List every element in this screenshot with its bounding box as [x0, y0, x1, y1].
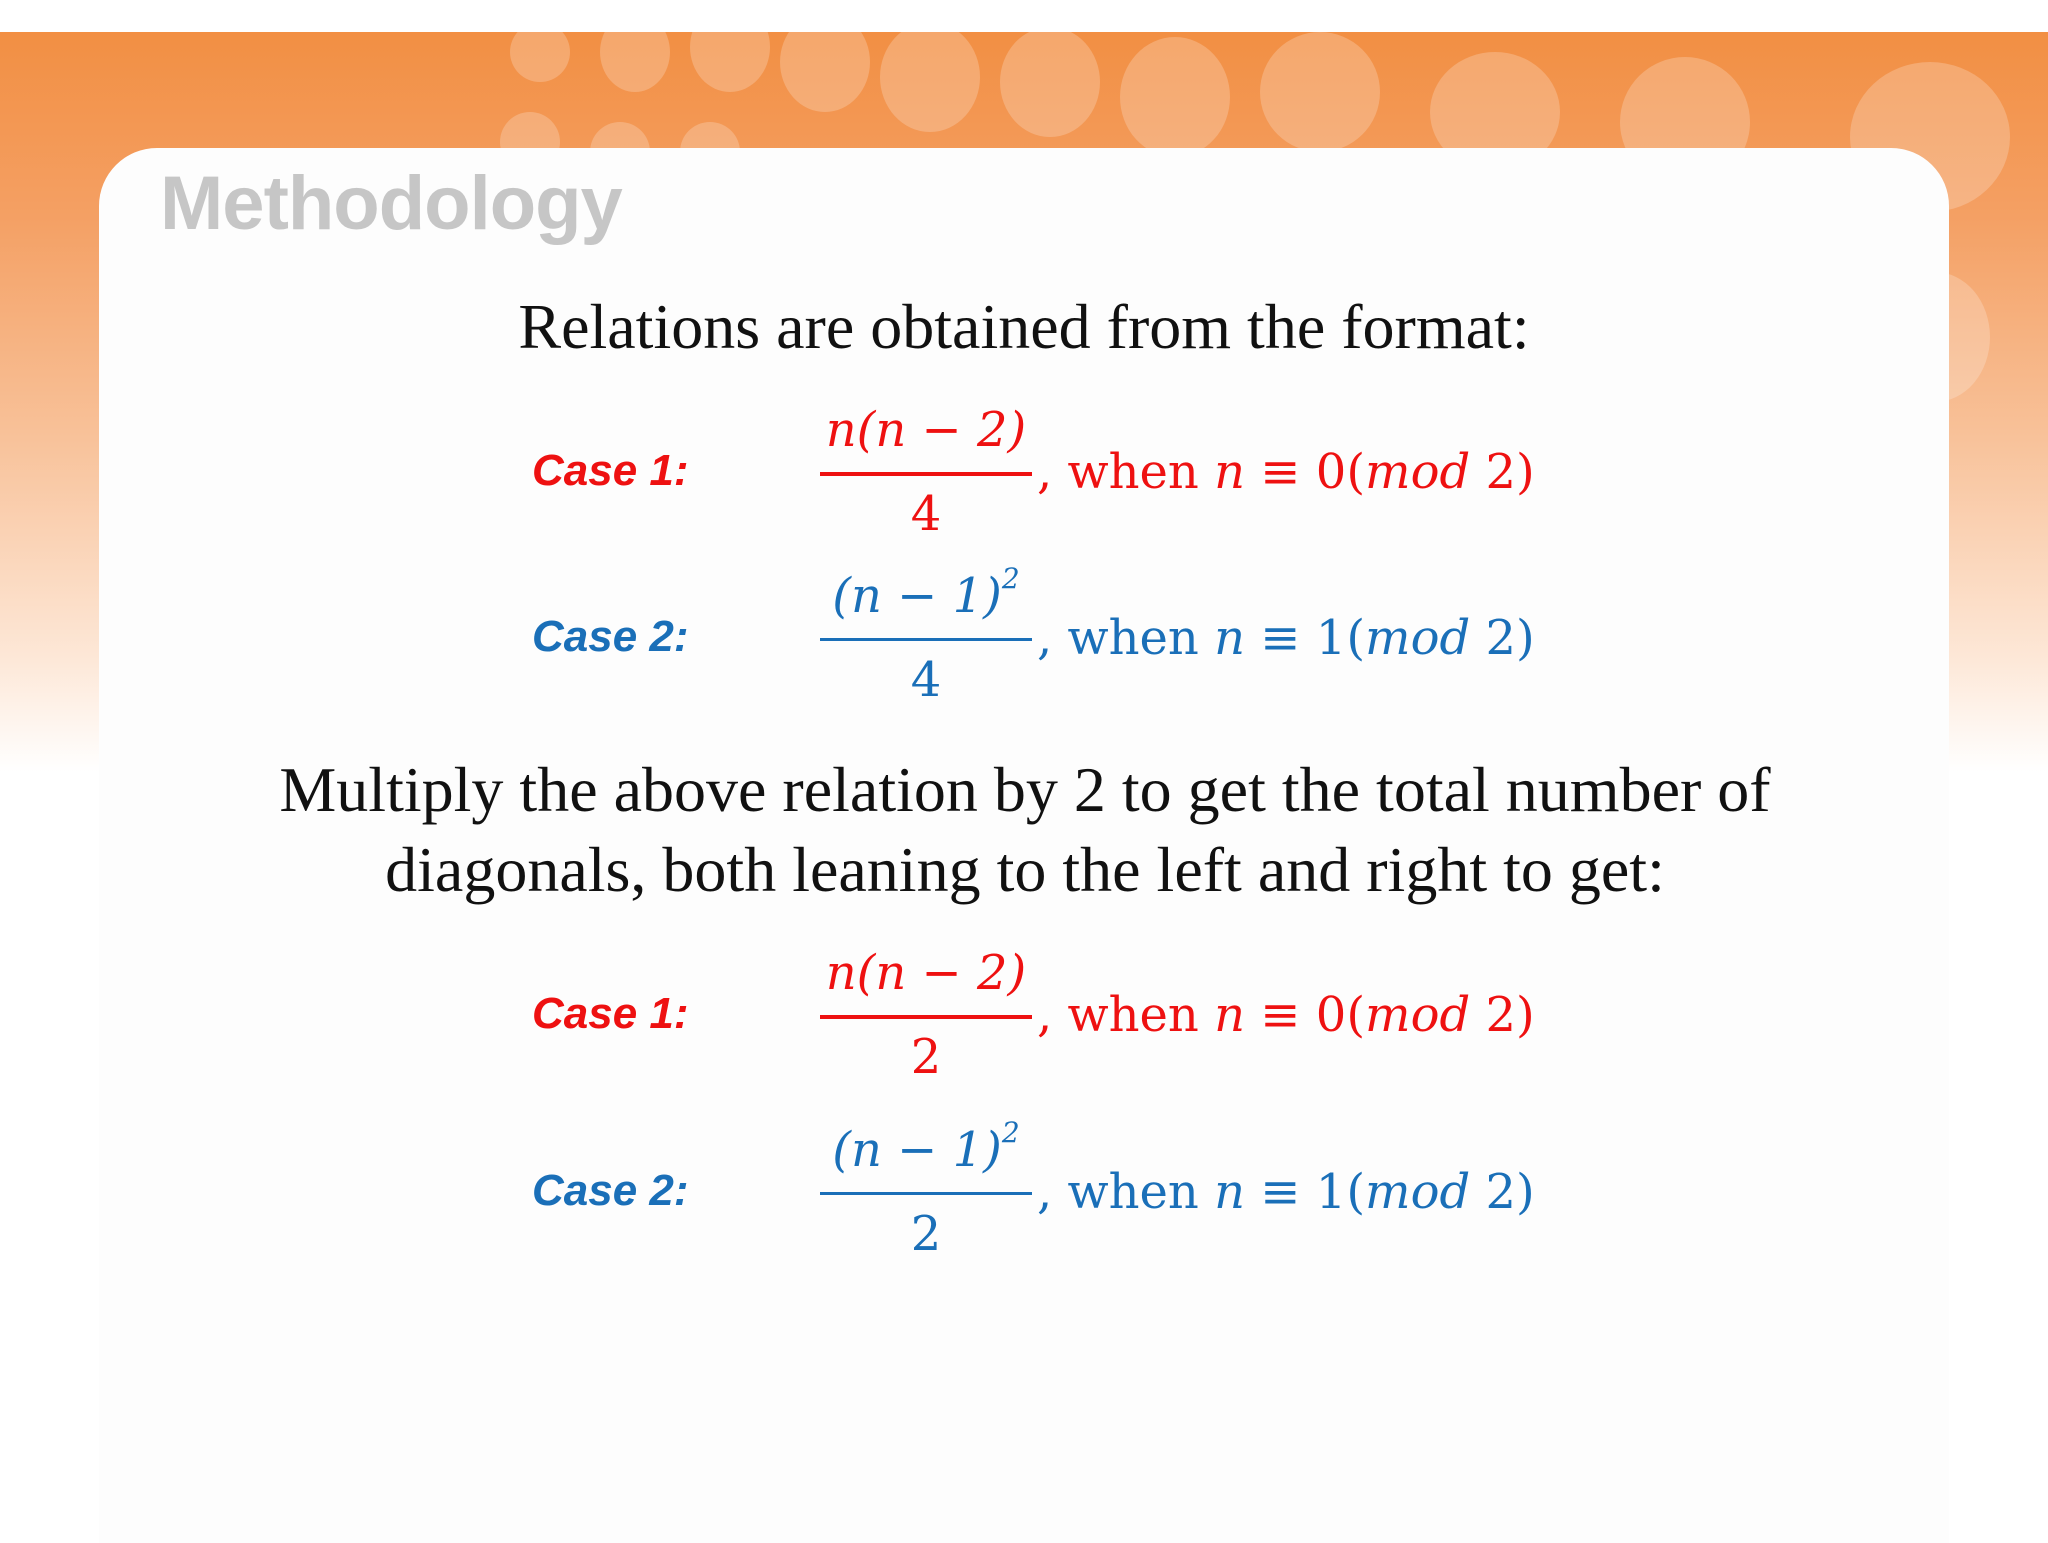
fraction-numerator: n(n − 2) — [825, 402, 1027, 458]
fraction-bar — [820, 638, 1032, 641]
variable-n: n — [1214, 610, 1246, 666]
numerator-base: (n − 1) — [832, 568, 1002, 624]
fraction-bar — [820, 1015, 1032, 1019]
fraction-bar — [820, 1192, 1032, 1195]
fraction-numerator — [815, 562, 1037, 624]
case-1-label: Case 1: — [532, 989, 689, 1038]
fraction-numerator — [815, 1116, 1037, 1178]
mod-text: mod — [1365, 1164, 1471, 1220]
fraction-numerator: n(n − 2) — [825, 945, 1027, 1001]
fraction-bar — [820, 472, 1032, 476]
fraction-denominator: 4 — [910, 486, 942, 542]
bubble-decoration — [1000, 32, 1100, 137]
case-2-label: Case 2: — [532, 612, 689, 661]
case-2-formula — [815, 562, 1575, 718]
modulus-text: 2) — [1470, 987, 1535, 1043]
top-strip — [0, 0, 2048, 32]
when-text: , when — [1037, 444, 1199, 500]
slide-title: Methodology — [160, 161, 622, 246]
mod-text: mod — [1365, 444, 1471, 500]
condition-text — [1037, 610, 1535, 666]
numerator-base: (n − 1) — [832, 1122, 1002, 1178]
fraction-denominator: 2 — [910, 1206, 942, 1262]
fraction-denominator: 4 — [910, 652, 942, 708]
mod-text: mod — [1365, 610, 1471, 666]
congruence-text: ≡ 1( — [1260, 610, 1366, 666]
bubble-decoration — [690, 32, 770, 92]
when-text: , when — [1037, 1164, 1199, 1220]
case-2-label: Case 2: — [532, 1166, 689, 1215]
bubble-decoration — [1260, 32, 1380, 152]
explanation-paragraph: Multiply the above relation by 2 to get the total number of diagonals, both leaning to the left and right to get: — [279, 754, 1771, 905]
when-text: , when — [1037, 610, 1199, 666]
condition-text — [1037, 987, 1535, 1043]
case-1-formula — [815, 945, 1575, 1095]
condition-text — [1037, 1164, 1535, 1220]
mod-text: mod — [1365, 987, 1471, 1043]
condition-text — [1037, 444, 1535, 500]
when-text: , when — [1037, 987, 1199, 1043]
numerator-exponent: 2 — [1001, 1116, 1020, 1149]
case-1-formula — [815, 402, 1575, 552]
congruence-text: ≡ 1( — [1260, 1164, 1366, 1220]
bubble-decoration — [600, 32, 670, 92]
modulus-text: 2) — [1470, 1164, 1535, 1220]
bubble-decoration — [510, 32, 570, 82]
variable-n: n — [1214, 1164, 1246, 1220]
fraction-denominator: 2 — [910, 1029, 942, 1085]
modulus-text: 2) — [1470, 610, 1535, 666]
variable-n: n — [1214, 444, 1246, 500]
bubble-decoration — [880, 32, 980, 132]
congruence-text: ≡ 0( — [1260, 444, 1366, 500]
variable-n: n — [1214, 987, 1246, 1043]
bubble-decoration — [1120, 37, 1230, 157]
congruence-text: ≡ 0( — [1260, 987, 1366, 1043]
bubble-decoration — [780, 32, 870, 112]
numerator-exponent: 2 — [1001, 562, 1020, 595]
intro-text: Relations are obtained from the format: — [518, 291, 1530, 362]
case-2-formula — [815, 1116, 1575, 1272]
modulus-text: 2) — [1470, 444, 1535, 500]
case-1-label: Case 1: — [532, 446, 689, 495]
